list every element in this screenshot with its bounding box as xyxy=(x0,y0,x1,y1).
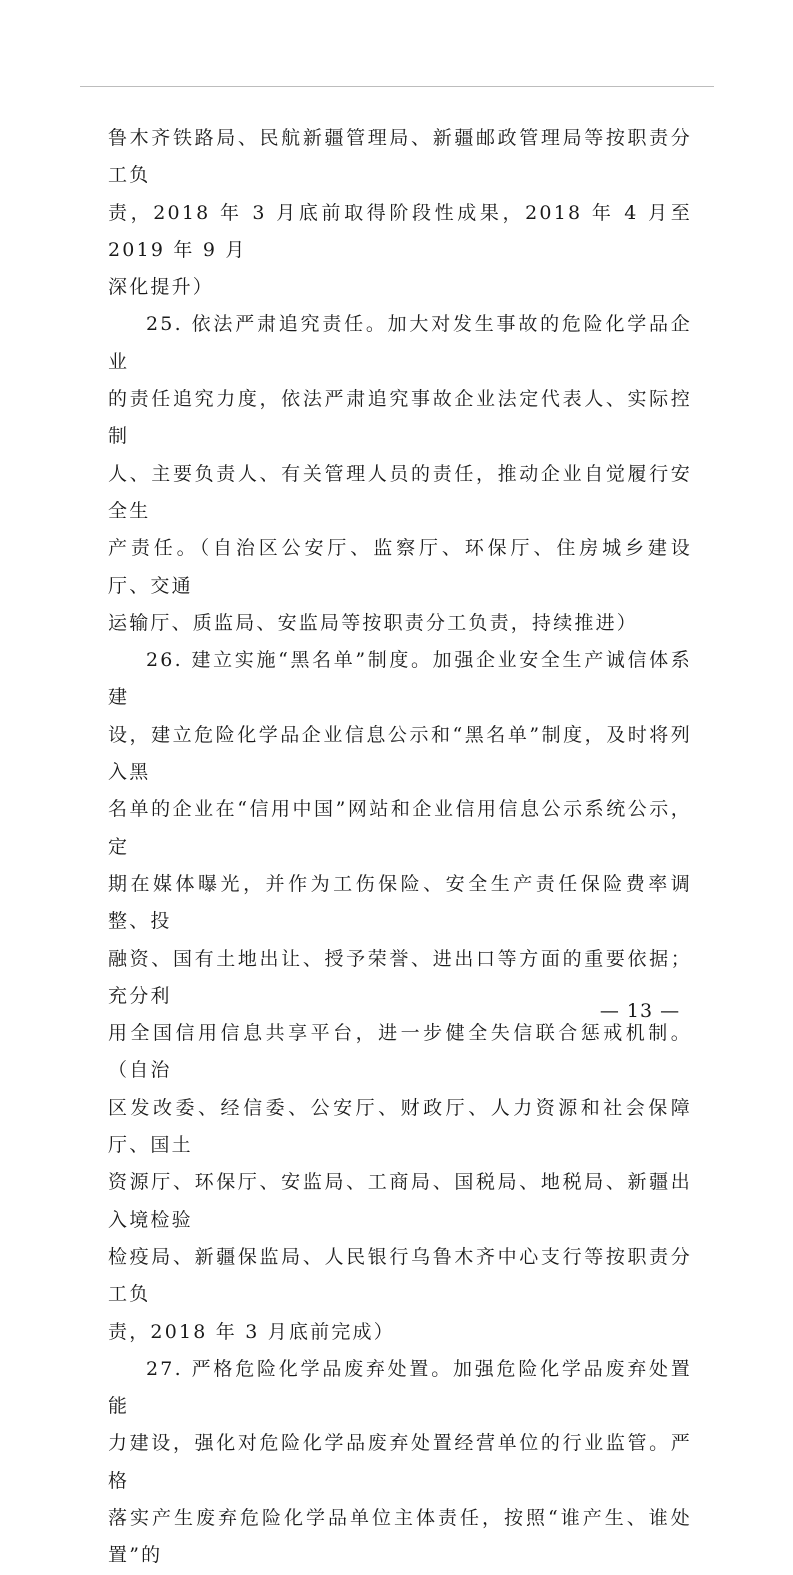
paragraph xyxy=(108,642,692,1351)
text-line: 名单的企业在“信用中国”网站和企业信用信息公示系统公示，定 xyxy=(108,798,692,858)
text-line: 融资、国有土地出让、授予荣誉、进出口等方面的重要依据；充分利 xyxy=(108,947,692,1007)
text-line: 25. 依法严肃追究责任。加大对发生事故的危险化学品企业 xyxy=(108,313,692,373)
text-line: 责，2018 年 3 月底前完成） xyxy=(108,1320,395,1343)
text-line: 的责任追究力度，依法严肃追究事故企业法定代表人、实际控制 xyxy=(108,388,692,448)
text-line: 运输厅、质监局、安监局等按职责分工负责，持续推进） xyxy=(108,611,639,634)
document-body xyxy=(108,120,692,1575)
paragraph xyxy=(108,306,692,642)
text-line: 期在媒体曝光，并作为工伤保险、安全生产责任保险费率调整、投 xyxy=(108,872,692,933)
page-number: — 13 — xyxy=(599,1000,681,1022)
text-line: 26. 建立实施“黑名单”制度。加强企业安全生产诚信体系建 xyxy=(108,649,692,709)
text-line: 检疫局、新疆保监局、人民银行乌鲁木齐中心支行等按职责分工负 xyxy=(108,1245,692,1306)
text-line: 深化提升） xyxy=(108,276,215,299)
header-rule xyxy=(80,86,714,87)
text-line: 落实产生废弃危险化学品单位主体责任，按照“谁产生、谁处置”的 xyxy=(108,1506,692,1567)
text-line: 资源厅、环保厅、安监局、工商局、国税局、地税局、新疆出入境检验 xyxy=(108,1171,692,1231)
text-line: 用全国信用信息共享平台，进一步健全失信联合惩戒机制。（自治 xyxy=(108,1022,692,1082)
text-line: 力建设，强化对危险化学品废弃处置经营单位的行业监管。严格 xyxy=(108,1432,692,1492)
text-line: 设，建立危险化学品企业信息公示和“黑名单”制度，及时将列入黑 xyxy=(108,723,692,784)
text-line: 27. 严格危险化学品废弃处置。加强危险化学品废弃处置能 xyxy=(108,1357,692,1418)
text-line: 人、主要负责人、有关管理人员的责任，推动企业自觉履行安全生 xyxy=(108,462,692,522)
paragraph xyxy=(108,1351,692,1575)
text-line: 责，2018 年 3 月底前取得阶段性成果，2018 年 4 月至 2019 年 9 月 xyxy=(108,201,692,261)
paragraph xyxy=(108,120,692,306)
text-line: 鲁木齐铁路局、民航新疆管理局、新疆邮政管理局等按职责分工负 xyxy=(108,127,692,187)
text-line: 区发改委、经信委、公安厅、财政厅、人力资源和社会保障厅、国土 xyxy=(108,1096,692,1157)
text-line: 产责任。（自治区公安厅、监察厅、环保厅、住房城乡建设厅、交通 xyxy=(108,537,692,597)
